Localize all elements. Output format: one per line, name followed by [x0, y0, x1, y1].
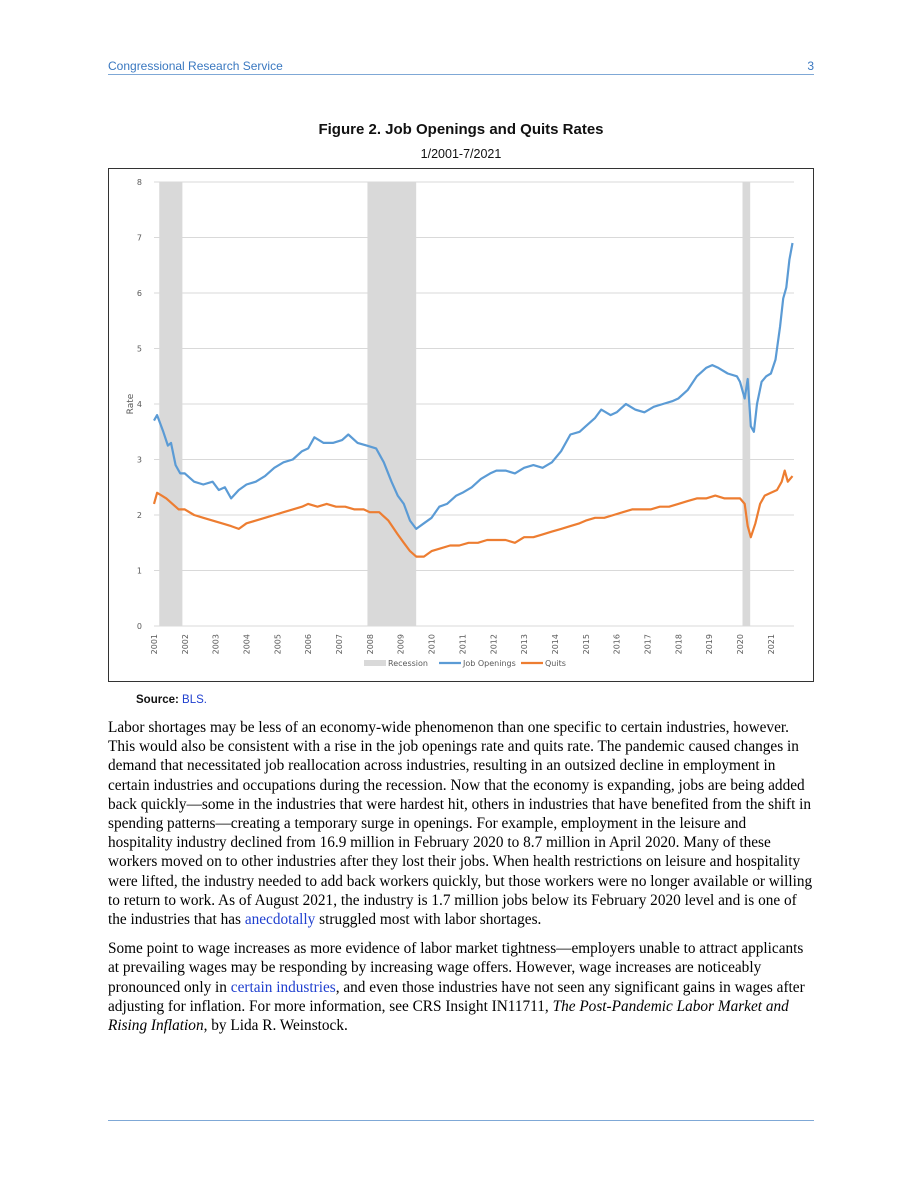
figure-source [136, 694, 207, 706]
header-rule [108, 74, 814, 75]
paragraph-2-text-end: , by Lida R. Weinstock. [203, 1017, 348, 1035]
x-tick-label-2015: 2015 [581, 634, 591, 655]
x-tick-label-2020: 2020 [736, 634, 746, 655]
x-tick-label-2004: 2004 [242, 634, 252, 655]
y-tick-label-2: 2 [136, 511, 142, 520]
x-tick-label-2002: 2002 [180, 634, 190, 655]
figure-title: Figure 2. Job Openings and Quits Rates [318, 121, 604, 138]
certain-industries-link[interactable]: certain industries [230, 978, 336, 996]
y-tick-label-3: 3 [136, 455, 142, 465]
source-link[interactable]: BLS. [182, 694, 207, 706]
y-tick-label-8: 8 [136, 178, 142, 187]
job-openings-quits-chart [109, 169, 813, 681]
x-tick-label-2010: 2010 [427, 634, 437, 655]
y-tick-label-1: 1 [136, 566, 142, 576]
legend-label-job-openings: Job Openings [463, 659, 516, 668]
header-org: Congressional Research Service [108, 59, 283, 73]
x-tick-label-2013: 2013 [520, 634, 530, 655]
legend-label-quits: Quits [545, 659, 566, 668]
x-tick-label-2008: 2008 [365, 634, 375, 655]
paragraph-1 [108, 718, 814, 929]
chart-frame [108, 168, 814, 682]
figure-subtitle: 1/2001-7/2021 [420, 147, 502, 161]
header-page-number: 3 [807, 59, 814, 73]
x-tick-label-2011: 2011 [458, 634, 468, 655]
x-tick-label-2019: 2019 [705, 634, 715, 655]
paragraph-2-text: Some point to wage increases as more evidence of labor market tightness—employers unable to attract applicants at prevailing wages may be responding by increasing wage offers. However, wage increases are noticeably pronounced only in [108, 940, 804, 996]
footer-rule [108, 1120, 814, 1121]
anecdotally-link[interactable]: anecdotally [244, 911, 316, 929]
x-tick-label-2016: 2016 [612, 634, 622, 655]
report-title: The Post-Pandemic Labor Market and Rising Inflation [108, 997, 789, 1035]
paragraph-1-text: Labor shortages may be less of an economy-wide phenomenon than one specific to certain industries, however. This would also be consistent with a rise in the job openings rate and quits rate. The pandemic caused changes in demand that necessitated job reallocation across industries, resulting in an outsized decline in employment in certain industries and occupations during the recession. Now that the economy is expanding, jobs are being added back quickly—some in the industries that were hardest hit, others in industries that have benefited from the shift in spending patterns—creating a temporary surge in openings. For example, employment in the leisure and hospitality industry declined from 16.9 million in February 2020 to 8.7 million in April 2020. Many of these workers moved on to other industries after they lost their jobs. When health restrictions on leisure and hospitality were lifted, the industry needed to add back workers quickly, but those workers were no longer available or willing to return to work. As of August 2021, the industry is 1.7 million jobs below its February 2020 level and is one of the industries that has [108, 719, 813, 929]
x-tick-label-2021: 2021 [766, 634, 776, 655]
y-axis-label: Rate [126, 393, 136, 415]
legend-label-recession: Recession [388, 659, 428, 668]
paragraph-2 [108, 939, 814, 1035]
y-tick-label-4: 4 [136, 400, 142, 409]
x-tick-label-2005: 2005 [273, 634, 283, 655]
legend-swatch-recession [364, 660, 386, 666]
x-tick-label-2006: 2006 [304, 634, 314, 655]
x-tick-label-2012: 2012 [489, 634, 499, 655]
x-tick-label-2007: 2007 [335, 634, 345, 655]
source-label: Source: [136, 694, 179, 706]
x-tick-label-2017: 2017 [643, 634, 653, 655]
y-tick-label-5: 5 [136, 344, 142, 354]
page-header [108, 57, 814, 75]
series-line-job-openings [154, 243, 793, 529]
paragraph-2-text-mid: , and even those industries have not seen any significant gains in wages after adjusting for inflation. For more information, see CRS Insight IN11711, [108, 978, 805, 1015]
y-tick-label-0: 0 [136, 622, 142, 631]
x-tick-label-2009: 2009 [396, 634, 406, 655]
x-tick-label-2001: 2001 [150, 634, 159, 655]
paragraph-1-text-end: struggled most with labor shortages. [315, 911, 542, 929]
x-tick-label-2014: 2014 [550, 634, 560, 655]
y-tick-label-6: 6 [136, 289, 142, 298]
y-tick-label-7: 7 [136, 233, 142, 243]
x-tick-label-2018: 2018 [674, 634, 684, 655]
x-tick-label-2003: 2003 [211, 634, 221, 655]
body-text [108, 718, 814, 1045]
